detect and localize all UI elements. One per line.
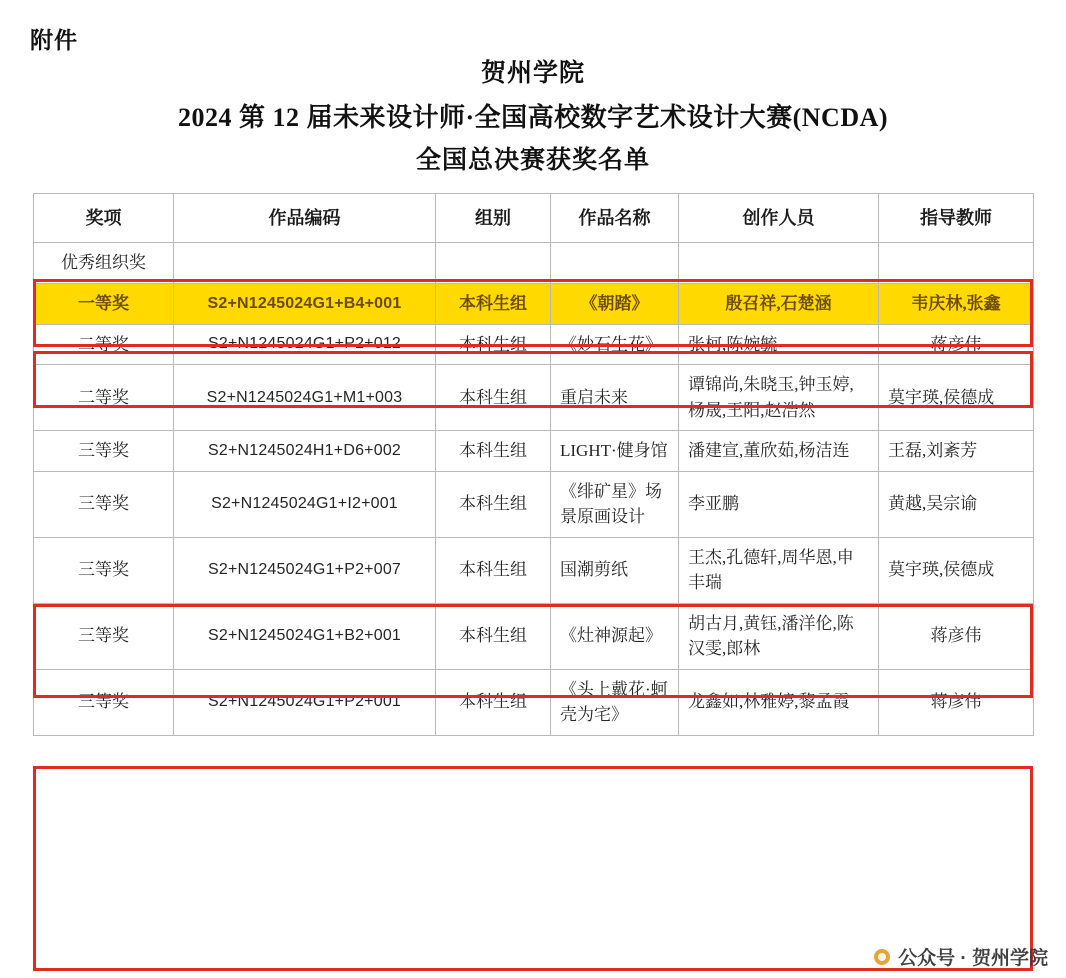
watermark-text: 公众号 · 贺州学院 xyxy=(898,948,1048,969)
cell-teachers: 王磊,刘紊芳 xyxy=(879,431,1034,472)
cell-creators: 殷召祥,石楚涵 xyxy=(679,284,879,325)
cell-group: 本科生组 xyxy=(436,537,551,603)
cell-teachers: 蒋彦伟 xyxy=(879,324,1034,365)
table-row xyxy=(34,431,1034,472)
cell-award: 二等奖 xyxy=(34,365,174,431)
cell-award: 优秀组织奖 xyxy=(34,243,174,284)
column-header-creators: 创作人员 xyxy=(679,194,879,243)
table-row xyxy=(34,365,1034,431)
cell-work: 《绯矿星》场景原画设计 xyxy=(551,471,679,537)
cell-code: S2+N1245024G1+B4+001 xyxy=(174,284,436,325)
cell-code: S2+N1245024G1+P2+001 xyxy=(174,669,436,735)
column-header-code: 作品编码 xyxy=(174,194,436,243)
cell-work xyxy=(551,243,679,284)
cell-creators: 王杰,孔德轩,周华恩,申丰瑞 xyxy=(679,537,879,603)
cell-teachers: 韦庆林,张鑫 xyxy=(879,284,1034,325)
cell-work: 《妙石生花》 xyxy=(551,324,679,365)
table-row xyxy=(34,284,1034,325)
cell-work: 重启未来 xyxy=(551,365,679,431)
watermark-logo-icon xyxy=(874,949,890,965)
cell-award: 二等奖 xyxy=(34,324,174,365)
attachment-label: 附件 xyxy=(30,28,78,53)
award-table xyxy=(33,193,1034,736)
cell-creators: 潘建宣,董欣茹,杨洁连 xyxy=(679,431,879,472)
cell-award: 一等奖 xyxy=(34,284,174,325)
cell-teachers: 黄越,吴宗谕 xyxy=(879,471,1034,537)
cell-work: 《头上戴花·蚵壳为宅》 xyxy=(551,669,679,735)
table-row xyxy=(34,669,1034,735)
cell-award: 三等奖 xyxy=(34,669,174,735)
cell-code: S2+N1245024G1+B2+001 xyxy=(174,603,436,669)
page-title-competition: 2024 第 12 届未来设计师·全国高校数字艺术设计大赛(NCDA) xyxy=(177,102,889,132)
page-title-subtitle: 全国总决赛获奖名单 xyxy=(415,147,650,175)
cell-group: 本科生组 xyxy=(436,603,551,669)
cell-creators xyxy=(679,243,879,284)
cell-work: LIGHT·健身馆 xyxy=(551,431,679,472)
cell-code: S2+N1245024G1+I2+001 xyxy=(174,471,436,537)
cell-award: 三等奖 xyxy=(34,431,174,472)
table-row xyxy=(34,603,1034,669)
table-header-row xyxy=(34,194,1034,243)
cell-creators: 李亚鹏 xyxy=(679,471,879,537)
cell-creators: 张柯,陈婉毓 xyxy=(679,324,879,365)
cell-group: 本科生组 xyxy=(436,324,551,365)
cell-group: 本科生组 xyxy=(436,365,551,431)
award-table-wrap xyxy=(33,193,1033,736)
cell-work: 国潮剪纸 xyxy=(551,537,679,603)
cell-group: 本科生组 xyxy=(436,284,551,325)
column-header-award: 奖项 xyxy=(34,194,174,243)
cell-award: 三等奖 xyxy=(34,537,174,603)
annotation-box-third-prize-2 xyxy=(33,766,1033,971)
cell-teachers: 莫宇瑛,侯德成 xyxy=(879,537,1034,603)
document-title-block xyxy=(0,0,1066,180)
cell-creators: 龙鑫如,林雅婷,黎孟霞 xyxy=(679,669,879,735)
cell-teachers: 蒋彦伟 xyxy=(879,669,1034,735)
column-header-teachers: 指导教师 xyxy=(879,194,1034,243)
cell-code: S2+N1245024H1+D6+002 xyxy=(174,431,436,472)
cell-code: S2+N1245024G1+P2+012 xyxy=(174,324,436,365)
cell-work: 《朝踏》 xyxy=(551,284,679,325)
table-row xyxy=(34,537,1034,603)
cell-work: 《灶神源起》 xyxy=(551,603,679,669)
page-title-institution: 贺州学院 xyxy=(480,60,585,87)
cell-group: 本科生组 xyxy=(436,471,551,537)
cell-group: 本科生组 xyxy=(436,669,551,735)
table-row xyxy=(34,324,1034,365)
table-row xyxy=(34,243,1034,284)
cell-teachers xyxy=(879,243,1034,284)
cell-group: 本科生组 xyxy=(436,431,551,472)
cell-teachers: 蒋彦伟 xyxy=(879,603,1034,669)
cell-award: 三等奖 xyxy=(34,603,174,669)
column-header-group: 组别 xyxy=(436,194,551,243)
cell-code: S2+N1245024G1+P2+007 xyxy=(174,537,436,603)
cell-creators: 胡古月,黄钰,潘洋伦,陈汉雯,郎林 xyxy=(679,603,879,669)
table-row xyxy=(34,471,1034,537)
cell-teachers: 莫宇瑛,侯德成 xyxy=(879,365,1034,431)
cell-code xyxy=(174,243,436,284)
watermark xyxy=(874,943,1048,970)
cell-code: S2+N1245024G1+M1+003 xyxy=(174,365,436,431)
cell-creators: 谭锦尚,朱晓玉,钟玉婷,杨晟,王阳,赵浩然 xyxy=(679,365,879,431)
column-header-work: 作品名称 xyxy=(551,194,679,243)
cell-group xyxy=(436,243,551,284)
cell-award: 三等奖 xyxy=(34,471,174,537)
